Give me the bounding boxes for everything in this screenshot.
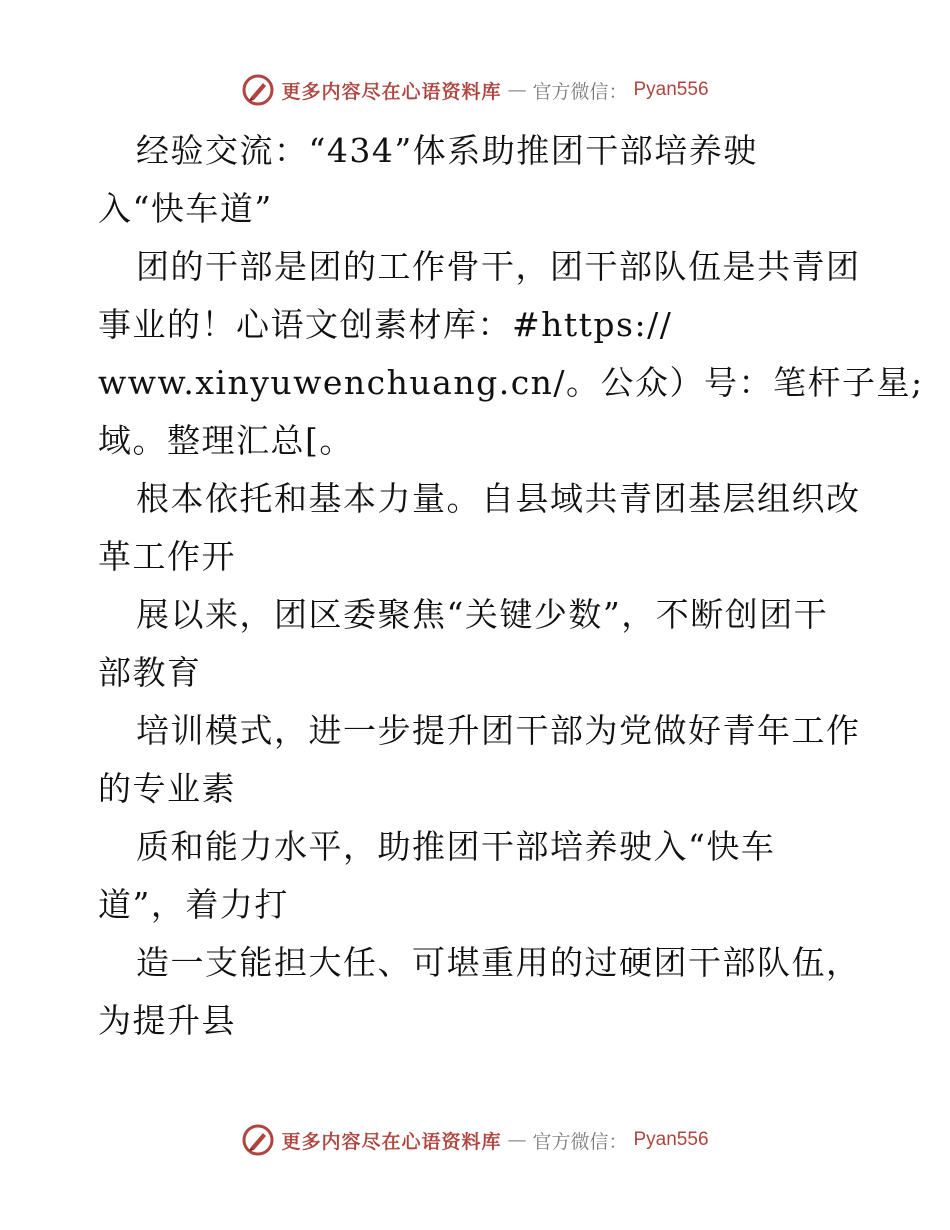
banner-dash: — xyxy=(507,1129,527,1151)
banner-wechat-id: Pyan556 xyxy=(633,1129,709,1150)
header-banner xyxy=(0,70,950,110)
banner-wechat-id: Pyan556 xyxy=(633,79,709,100)
paragraph-line: www.xinyuwenchuang.cn/。公众）号：笔杆子星; xyxy=(98,363,924,402)
banner-dash: — xyxy=(507,79,527,101)
paragraph-line: 团的干部是团的工作骨干，团干部队伍是共青团 xyxy=(136,247,861,286)
footer-banner xyxy=(0,1120,950,1160)
title-line-2: 入“快车道” xyxy=(98,189,273,228)
paragraph-line: 的专业素 xyxy=(98,769,236,808)
paragraph-line: 域。整理汇总[。 xyxy=(98,421,354,460)
paragraph-line: 革工作开 xyxy=(98,537,236,576)
title-line-1: 经验交流：“434”体系助推团干部培养驶 xyxy=(136,131,758,170)
banner-title: 更多内容尽在心语资料库 xyxy=(281,1130,502,1153)
paragraph-line: 事业的！心语文创素材库：#https:// xyxy=(98,305,673,344)
paragraph-line: 培训模式，进一步提升团干部为党做好青年工作 xyxy=(136,711,861,750)
banner-title: 更多内容尽在心语资料库 xyxy=(281,80,502,103)
paragraph-line: 根本依托和基本力量。自县域共青团基层组织改 xyxy=(136,479,861,518)
document-body xyxy=(98,122,924,1050)
pen-logo-icon xyxy=(241,73,275,107)
paragraph-line: 为提升县 xyxy=(98,1001,236,1040)
paragraph-line: 质和能力水平，助推团干部培养驶入“快车 xyxy=(136,827,776,866)
pen-logo-icon xyxy=(241,1123,275,1157)
banner-wechat-label: 官方微信： xyxy=(532,80,628,103)
paragraph-line: 造一支能担大任、可堪重用的过硬团干部队伍， xyxy=(136,943,861,982)
paragraph-line: 道”，着力打 xyxy=(98,885,289,924)
paragraph-line: 部教育 xyxy=(98,653,202,692)
paragraph-line: 展以来，团区委聚焦“关键少数”，不断创团干 xyxy=(136,595,829,634)
banner-wechat-label: 官方微信： xyxy=(532,1130,628,1153)
